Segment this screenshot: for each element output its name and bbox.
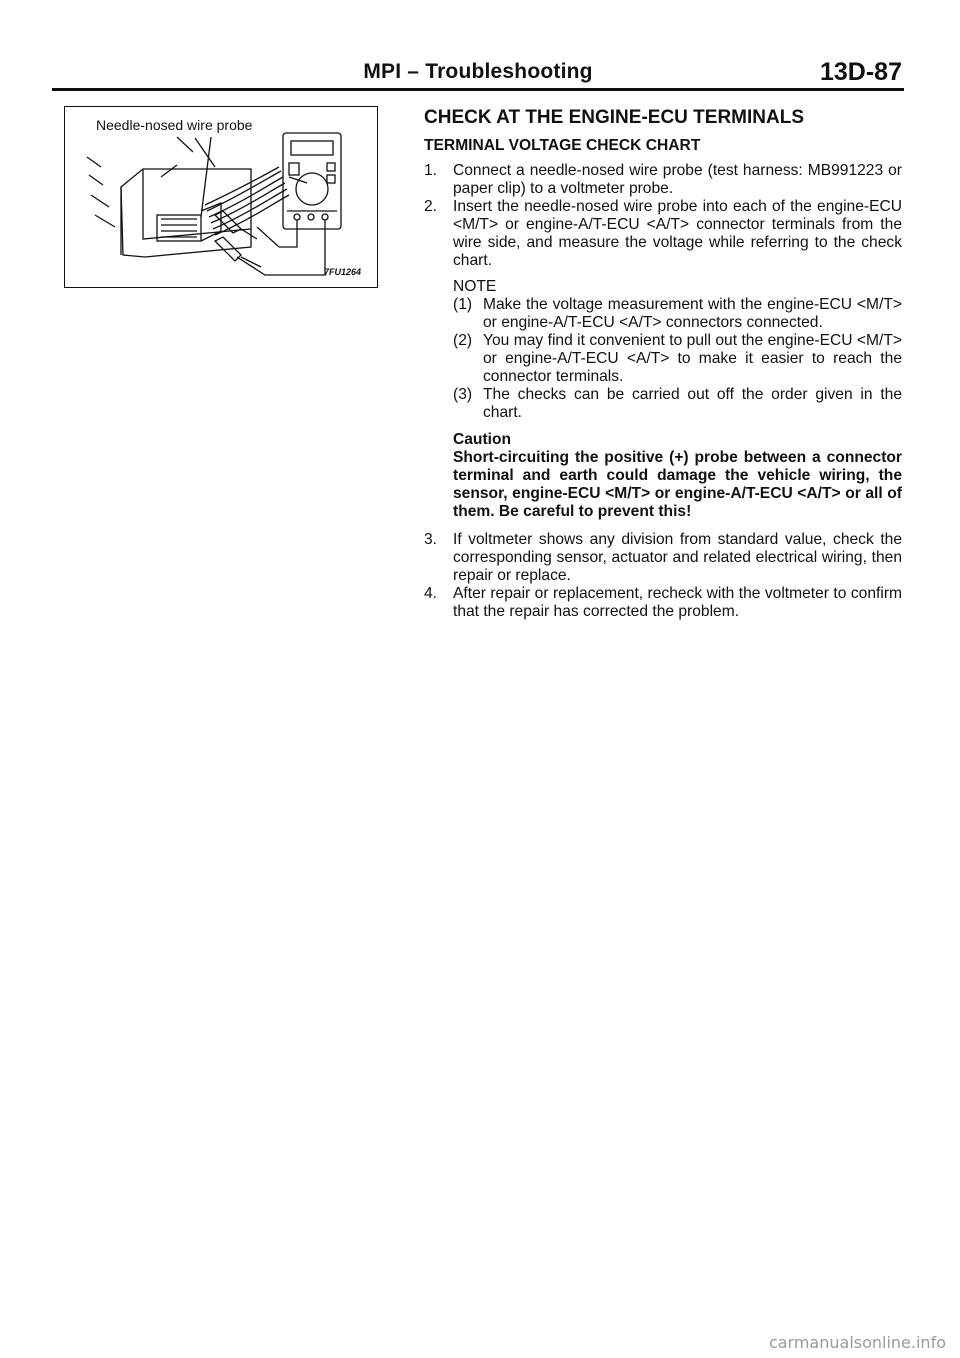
page-header <box>52 58 904 91</box>
note-text: Make the voltage measurement with the engine-ECU <M/T> or engine-A/T-ECU <A/T> connectors connected. <box>483 296 902 331</box>
step-text: Insert the needle-nosed wire probe into each of the engine-ECU <M/T> or engine-A/T-ECU <A/T> connector terminals from the wire side, and measure the voltage while referring to the check chart. <box>453 198 902 269</box>
figure-code: 7FU1264 <box>323 267 361 277</box>
watermark: carmanualsonline.info <box>768 1333 946 1352</box>
note-item-3 <box>453 386 902 422</box>
figure-ecu-probe <box>64 106 378 288</box>
step-number: 3. <box>424 531 438 548</box>
step-text: Connect a needle-nosed wire probe (test harness: MB991223 or paper clip) to a voltmeter probe. <box>453 162 902 197</box>
step-number: 2. <box>424 198 438 215</box>
step-2 <box>424 198 902 270</box>
figure-callout-label: Needle-nosed wire probe <box>96 117 253 133</box>
page-number: 13D-87 <box>820 58 902 86</box>
step-text: If voltmeter shows any division from standard value, check the corresponding sensor, actuator and related electrical wiring, then repair or replace. <box>453 531 902 584</box>
step-3 <box>424 531 902 585</box>
step-text: After repair or replacement, recheck with the voltmeter to confirm that the repair has corrected the problem. <box>453 585 902 620</box>
note-number: (1) <box>453 296 473 313</box>
note-item-2 <box>453 332 902 386</box>
note-heading: NOTE <box>453 278 497 295</box>
step-1 <box>424 162 902 198</box>
caution-heading: Caution <box>453 431 512 448</box>
section-heading: CHECK AT THE ENGINE-ECU TERMINALS <box>424 107 804 128</box>
note-text: You may find it convenient to pull out the engine-ECU <M/T> or engine-A/T-ECU <A/T> to make it easier to reach the connector terminals. <box>483 332 902 385</box>
caution-text: Short-circuiting the positive (+) probe between a connector terminal and earth could damage the vehicle wiring, the sensor, engine-ECU <M/T> or engine-A/T-ECU <A/T> or all of them. Be careful to prevent this! <box>453 449 902 520</box>
note-number: (2) <box>453 332 473 349</box>
note-number: (3) <box>453 386 473 403</box>
caution-block <box>453 431 902 521</box>
section-content <box>424 107 902 621</box>
ecu-probe-illustration <box>65 107 379 289</box>
note-item-1 <box>453 296 902 332</box>
step-4 <box>424 585 902 621</box>
page-title: MPI – Troubleshooting <box>363 60 593 83</box>
step-number: 4. <box>424 585 438 602</box>
section-subheading: TERMINAL VOLTAGE CHECK CHART <box>424 137 701 154</box>
note-text: The checks can be carried out off the order given in the chart. <box>483 386 902 421</box>
step-number: 1. <box>424 162 438 179</box>
note-block <box>453 278 902 422</box>
